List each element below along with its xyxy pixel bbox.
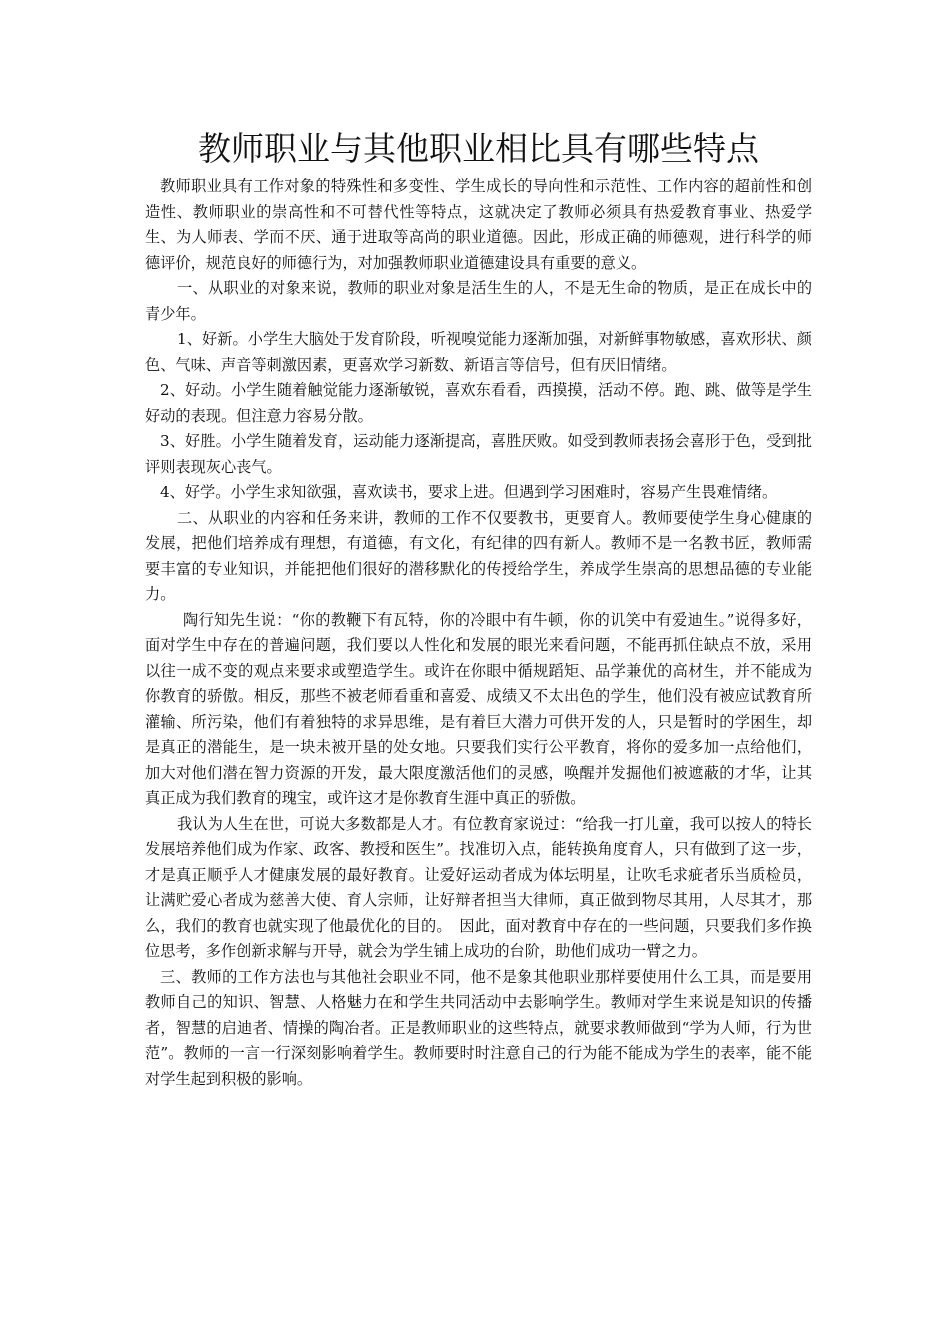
paragraph-item-3: 3、好胜。小学生随着发育，运动能力逐渐提高，喜胜厌败。如受到教师表扬会喜形于色，受到批评则表现灰心丧气。: [145, 432, 812, 476]
paragraph-item-4: 4、好学。小学生求知欲强，喜欢读书，要求上进。但遇到学习困难时，容易产生畏难情绪。: [160, 483, 778, 501]
paragraph-intro: 教师职业具有工作对象的特殊性和多变性、学生成长的导向性和示范性、工作内容的超前性和创造性、教师职业的崇高性和不可替代性等特点，这就决定了教师必须具有热爱教育事业、热爱学生、为人师表、学而不厌、通于进取等高尚的职业道德。因此，形成正确的师德观，进行科学的师德评价，规范良好的师德行为，对加强教师职业道德建设具有重要的意义。: [145, 177, 812, 272]
document-title: 教师职业与其他职业相比具有哪些特点: [198, 129, 759, 168]
paragraph-item-2: 2、好动。小学生随着触觉能力逐渐敏锐，喜欢东看看，西摸摸，活动不停。跑、跳、做等是学生好动的表现。但注意力容易分散。: [145, 381, 812, 425]
paragraph-view: 我认为人生在世，可说大多数都是人才。有位教育家说过：“给我一打儿童，我可以按人的特长发展培养他们成为作家、政客、教授和医生”。找准切入点，能转换角度育人，只有做到了这一步，才是真正顺乎人才健康发展的最好教育。让爱好运动者成为体坛明星，让吹毛求疵者乐当质检员，让满贮爱心者成为慈善大使、育人宗师，让好辩者担当大律师，真正做到物尽其用，人尽其才，那么，我们的教育也就实现了他最优化的目的。 因此，面对教育中存在的一些问题，只要我们多作换位思考，多作创新求解与开导，就会为学生铺上成功的台阶，助他们成功一臂之力。: [145, 814, 812, 960]
paragraph-section-2: 二、从职业的内容和任务来讲，教师的工作不仅要教书，更要育人。教师要使学生身心健康的发展，把他们培养成有理想，有道德，有文化，有纪律的四有新人。教师不是一名教书匠，教师需要丰富的专业知识，并能把他们很好的潜移默化的传授给学生，养成学生崇高的思想品德的专业能力。: [145, 508, 812, 603]
paragraph-item-1: 1、好新。小学生大脑处于发育阶段，听视嗅觉能力逐渐加强，对新鲜事物敏感，喜欢形状、颜色、气味、声音等刺激因素，更喜欢学习新数、新语言等信号，但有厌旧情绪。: [145, 330, 812, 374]
paragraph-section-3: 三、教师的工作方法也与其他社会职业不同，他不是象其他职业那样要使用什么工具，而是要用教师自己的知识、智慧、人格魅力在和学生共同活动中去影响学生。教师对学生来说是知识的传播者，智慧的启迪者、情操的陶冶者。正是教师职业的这些特点，就要求教师做到“学为人师，行为世范”。教师的一言一行深刻影响着学生。教师要时时注意自己的行为能不能成为学生的表率，能不能对学生起到积极的影响。: [145, 967, 812, 1088]
paragraph-section-1: 一、从职业的对象来说，教师的职业对象是活生生的人，不是无生命的物质，是正在成长中的青少年。: [145, 279, 812, 323]
document-page: [145, 124, 812, 1092]
document-body: [145, 174, 812, 1092]
paragraph-quote: 陶行知先生说：“你的教鞭下有瓦特，你的冷眼中有牛顿，你的讥笑中有爱迪生。”说得多好，面对学生中存在的普遍问题，我们要以人性化和发展的眼光来看问题，不能再抓住缺点不放，采用以往一成不变的观点来要求或塑造学生。或许在你眼中循规蹈矩、品学兼优的高材生，并不能成为你教育的骄傲。相反，那些不被老师看重和喜爱、成绩又不太出色的学生，他们没有被应试教育所灌输、所污染，他们有着独特的求异思维，是有着巨大潜力可供开发的人，只是暂时的学困生，却是真正的潜能生，是一块未被开垦的处女地。只要我们实行公平教育，将你的爱多加一点给他们，加大对他们潜在智力资源的开发，最大限度激活他们的灵感，唤醒并发掘他们被遮蔽的才华，让其真正成为我们教育的瑰宝，或许这才是你教育生涯中真正的骄傲。: [145, 610, 812, 807]
